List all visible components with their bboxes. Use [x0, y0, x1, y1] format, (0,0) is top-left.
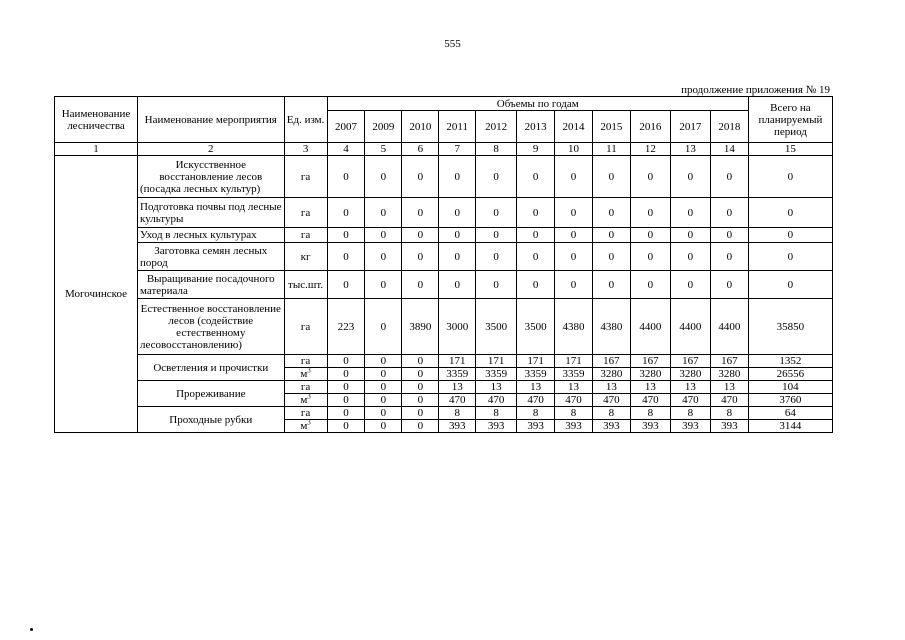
value-cell: 3359 — [476, 368, 517, 381]
unit-cell: га — [284, 156, 327, 198]
value-cell: 171 — [517, 355, 555, 368]
value-cell: 167 — [670, 355, 710, 368]
unit-label: м — [300, 420, 308, 432]
value-cell: 470 — [710, 394, 748, 407]
value-cell: 0 — [402, 381, 439, 394]
value-cell: 8 — [592, 407, 630, 420]
activity-name: Выращивание посадочного материала — [138, 271, 285, 299]
value-cell: 0 — [327, 368, 365, 381]
value-cell: 0 — [670, 243, 710, 271]
value-cell: 0 — [517, 271, 555, 299]
value-cell: 470 — [476, 394, 517, 407]
value-cell: 0 — [439, 198, 476, 228]
value-cell: 3890 — [402, 299, 439, 355]
value-cell: 0 — [402, 394, 439, 407]
value-cell: 0 — [327, 271, 365, 299]
table-row — [55, 407, 833, 420]
year-header: 2009 — [365, 111, 402, 143]
value-cell: 0 — [365, 299, 402, 355]
value-cell: 3280 — [670, 368, 710, 381]
value-cell: 0 — [402, 243, 439, 271]
year-header: 2018 — [710, 111, 748, 143]
column-number: 14 — [710, 143, 748, 156]
value-cell: 0 — [476, 243, 517, 271]
value-cell: 3359 — [555, 368, 593, 381]
column-number: 11 — [592, 143, 630, 156]
value-cell: 0 — [402, 355, 439, 368]
value-cell: 3280 — [710, 368, 748, 381]
unit-cell: тыс.шт. — [284, 271, 327, 299]
total-cell: 0 — [748, 198, 832, 228]
activity-name: Подготовка почвы под лесные культуры — [138, 198, 285, 228]
unit-cell: га — [284, 228, 327, 243]
total-cell: 3760 — [748, 394, 832, 407]
year-header: 2017 — [670, 111, 710, 143]
column-number: 9 — [517, 143, 555, 156]
value-cell: 0 — [365, 394, 402, 407]
year-header: 2014 — [555, 111, 593, 143]
table-row — [55, 299, 833, 355]
value-cell: 470 — [630, 394, 670, 407]
total-cell: 35850 — [748, 299, 832, 355]
unit-cell: га — [284, 381, 327, 394]
unit-cell: га — [284, 198, 327, 228]
value-cell: 13 — [517, 381, 555, 394]
value-cell: 0 — [710, 156, 748, 198]
activity-name: Прореживание — [138, 381, 285, 407]
value-cell: 3359 — [439, 368, 476, 381]
column-number: 15 — [748, 143, 832, 156]
year-header: 2010 — [402, 111, 439, 143]
value-cell: 0 — [402, 228, 439, 243]
value-cell: 0 — [365, 271, 402, 299]
value-cell: 0 — [670, 198, 710, 228]
value-cell: 3280 — [630, 368, 670, 381]
continuation-note: продолжение приложения № 19 — [681, 84, 830, 96]
value-cell: 13 — [555, 381, 593, 394]
year-header: 2015 — [592, 111, 630, 143]
value-cell: 0 — [327, 198, 365, 228]
header-forestry: Наименование лесничества — [55, 97, 138, 143]
activity-name: Естественное восстановление лесов (содействие естественному лесовосстановлению) — [138, 299, 285, 355]
page-number: 555 — [444, 38, 461, 50]
header-activity: Наименование мероприятия — [138, 97, 285, 143]
value-cell: 4400 — [670, 299, 710, 355]
value-cell: 0 — [630, 271, 670, 299]
value-cell: 8 — [710, 407, 748, 420]
value-cell: 393 — [630, 420, 670, 433]
column-number: 5 — [365, 143, 402, 156]
value-cell: 4400 — [710, 299, 748, 355]
year-header: 2012 — [476, 111, 517, 143]
value-cell: 167 — [630, 355, 670, 368]
value-cell: 13 — [476, 381, 517, 394]
total-cell: 64 — [748, 407, 832, 420]
value-cell: 8 — [439, 407, 476, 420]
value-cell: 470 — [555, 394, 593, 407]
activity-name: Заготовка семян лесных пород — [138, 243, 285, 271]
forestry-activities-table — [54, 96, 833, 433]
value-cell: 470 — [670, 394, 710, 407]
header-unit: Ед. изм. — [284, 97, 327, 143]
value-cell: 0 — [402, 420, 439, 433]
value-cell: 8 — [476, 407, 517, 420]
unit-cell — [284, 394, 327, 407]
value-cell: 0 — [670, 156, 710, 198]
value-cell: 167 — [710, 355, 748, 368]
table-row — [55, 243, 833, 271]
value-cell: 0 — [592, 243, 630, 271]
year-header: 2007 — [327, 111, 365, 143]
value-cell: 13 — [439, 381, 476, 394]
value-cell: 0 — [592, 198, 630, 228]
value-cell: 171 — [555, 355, 593, 368]
column-number: 7 — [439, 143, 476, 156]
value-cell: 0 — [517, 156, 555, 198]
total-cell: 0 — [748, 243, 832, 271]
value-cell: 0 — [710, 198, 748, 228]
value-cell: 0 — [710, 243, 748, 271]
total-cell: 0 — [748, 228, 832, 243]
value-cell: 8 — [555, 407, 593, 420]
table-row — [55, 156, 833, 198]
unit-superscript: 3 — [307, 367, 311, 375]
value-cell: 0 — [630, 198, 670, 228]
unit-cell: га — [284, 299, 327, 355]
value-cell: 0 — [592, 228, 630, 243]
value-cell: 0 — [402, 156, 439, 198]
unit-superscript: 3 — [307, 419, 311, 427]
column-number: 6 — [402, 143, 439, 156]
value-cell: 0 — [327, 381, 365, 394]
column-numbers-row — [55, 143, 833, 156]
table-row — [55, 271, 833, 299]
year-header: 2016 — [630, 111, 670, 143]
value-cell: 0 — [365, 243, 402, 271]
value-cell: 4380 — [592, 299, 630, 355]
value-cell: 0 — [670, 228, 710, 243]
column-number: 3 — [284, 143, 327, 156]
value-cell: 13 — [630, 381, 670, 394]
value-cell: 3359 — [517, 368, 555, 381]
value-cell: 0 — [365, 381, 402, 394]
value-cell: 0 — [555, 228, 593, 243]
total-cell: 0 — [748, 156, 832, 198]
value-cell: 0 — [476, 228, 517, 243]
value-cell: 0 — [630, 243, 670, 271]
activity-name: Осветления и прочистки — [138, 355, 285, 381]
activity-name: Проходные рубки — [138, 407, 285, 433]
value-cell: 393 — [710, 420, 748, 433]
forestry-name: Могочинское — [55, 156, 138, 433]
value-cell: 171 — [439, 355, 476, 368]
value-cell: 0 — [439, 243, 476, 271]
column-number: 2 — [138, 143, 285, 156]
value-cell: 0 — [592, 271, 630, 299]
value-cell: 0 — [476, 271, 517, 299]
stray-mark — [30, 628, 33, 631]
unit-cell — [284, 420, 327, 433]
value-cell: 470 — [517, 394, 555, 407]
column-number: 13 — [670, 143, 710, 156]
year-header: 2011 — [439, 111, 476, 143]
activity-name: Искусственное восстановление лесов (посадка лесных культур) — [138, 156, 285, 198]
value-cell: 4400 — [630, 299, 670, 355]
value-cell: 0 — [365, 228, 402, 243]
value-cell: 0 — [670, 271, 710, 299]
value-cell: 0 — [365, 368, 402, 381]
value-cell: 0 — [327, 228, 365, 243]
total-cell: 104 — [748, 381, 832, 394]
value-cell: 0 — [402, 368, 439, 381]
value-cell: 13 — [592, 381, 630, 394]
value-cell: 167 — [592, 355, 630, 368]
unit-cell: га — [284, 407, 327, 420]
value-cell: 0 — [365, 355, 402, 368]
value-cell: 0 — [630, 156, 670, 198]
value-cell: 0 — [365, 420, 402, 433]
value-cell: 393 — [439, 420, 476, 433]
value-cell: 0 — [365, 407, 402, 420]
header-volumes: Объемы по годам — [327, 97, 748, 111]
value-cell: 393 — [670, 420, 710, 433]
column-number: 1 — [55, 143, 138, 156]
unit-label: м — [300, 394, 308, 406]
value-cell: 0 — [402, 198, 439, 228]
column-number: 12 — [630, 143, 670, 156]
value-cell: 0 — [439, 271, 476, 299]
value-cell: 0 — [476, 198, 517, 228]
value-cell: 0 — [555, 156, 593, 198]
header-total: Всего на планируемый период — [748, 97, 832, 143]
unit-cell: кг — [284, 243, 327, 271]
table-row — [55, 198, 833, 228]
column-number: 10 — [555, 143, 593, 156]
value-cell: 0 — [517, 198, 555, 228]
total-cell: 1352 — [748, 355, 832, 368]
value-cell: 470 — [439, 394, 476, 407]
value-cell: 393 — [592, 420, 630, 433]
value-cell: 0 — [327, 355, 365, 368]
value-cell: 13 — [710, 381, 748, 394]
value-cell: 0 — [710, 228, 748, 243]
value-cell: 0 — [327, 407, 365, 420]
value-cell: 8 — [670, 407, 710, 420]
value-cell: 393 — [476, 420, 517, 433]
unit-cell — [284, 368, 327, 381]
year-header: 2013 — [517, 111, 555, 143]
value-cell: 0 — [402, 271, 439, 299]
value-cell: 0 — [517, 228, 555, 243]
table-row — [55, 355, 833, 368]
value-cell: 171 — [476, 355, 517, 368]
column-number: 4 — [327, 143, 365, 156]
total-cell: 3144 — [748, 420, 832, 433]
value-cell: 0 — [555, 198, 593, 228]
value-cell: 0 — [517, 243, 555, 271]
value-cell: 0 — [439, 228, 476, 243]
value-cell: 0 — [555, 271, 593, 299]
value-cell: 3500 — [476, 299, 517, 355]
table-row — [55, 381, 833, 394]
value-cell: 0 — [365, 198, 402, 228]
total-cell: 0 — [748, 271, 832, 299]
value-cell: 3280 — [592, 368, 630, 381]
unit-superscript: 3 — [307, 393, 311, 401]
total-cell: 26556 — [748, 368, 832, 381]
value-cell: 0 — [630, 228, 670, 243]
value-cell: 393 — [517, 420, 555, 433]
value-cell: 0 — [327, 420, 365, 433]
value-cell: 8 — [517, 407, 555, 420]
column-number: 8 — [476, 143, 517, 156]
value-cell: 13 — [670, 381, 710, 394]
value-cell: 0 — [592, 156, 630, 198]
value-cell: 0 — [327, 394, 365, 407]
value-cell: 0 — [327, 243, 365, 271]
value-cell: 0 — [402, 407, 439, 420]
value-cell: 4380 — [555, 299, 593, 355]
value-cell: 223 — [327, 299, 365, 355]
unit-cell: га — [284, 355, 327, 368]
value-cell: 0 — [327, 156, 365, 198]
value-cell: 8 — [630, 407, 670, 420]
value-cell: 0 — [555, 243, 593, 271]
value-cell: 0 — [365, 156, 402, 198]
unit-label: м — [300, 368, 308, 380]
activity-name: Уход в лесных культурах — [138, 228, 285, 243]
value-cell: 0 — [710, 271, 748, 299]
value-cell: 470 — [592, 394, 630, 407]
value-cell: 3000 — [439, 299, 476, 355]
value-cell: 0 — [439, 156, 476, 198]
value-cell: 3500 — [517, 299, 555, 355]
value-cell: 0 — [476, 156, 517, 198]
value-cell: 393 — [555, 420, 593, 433]
table-row — [55, 228, 833, 243]
